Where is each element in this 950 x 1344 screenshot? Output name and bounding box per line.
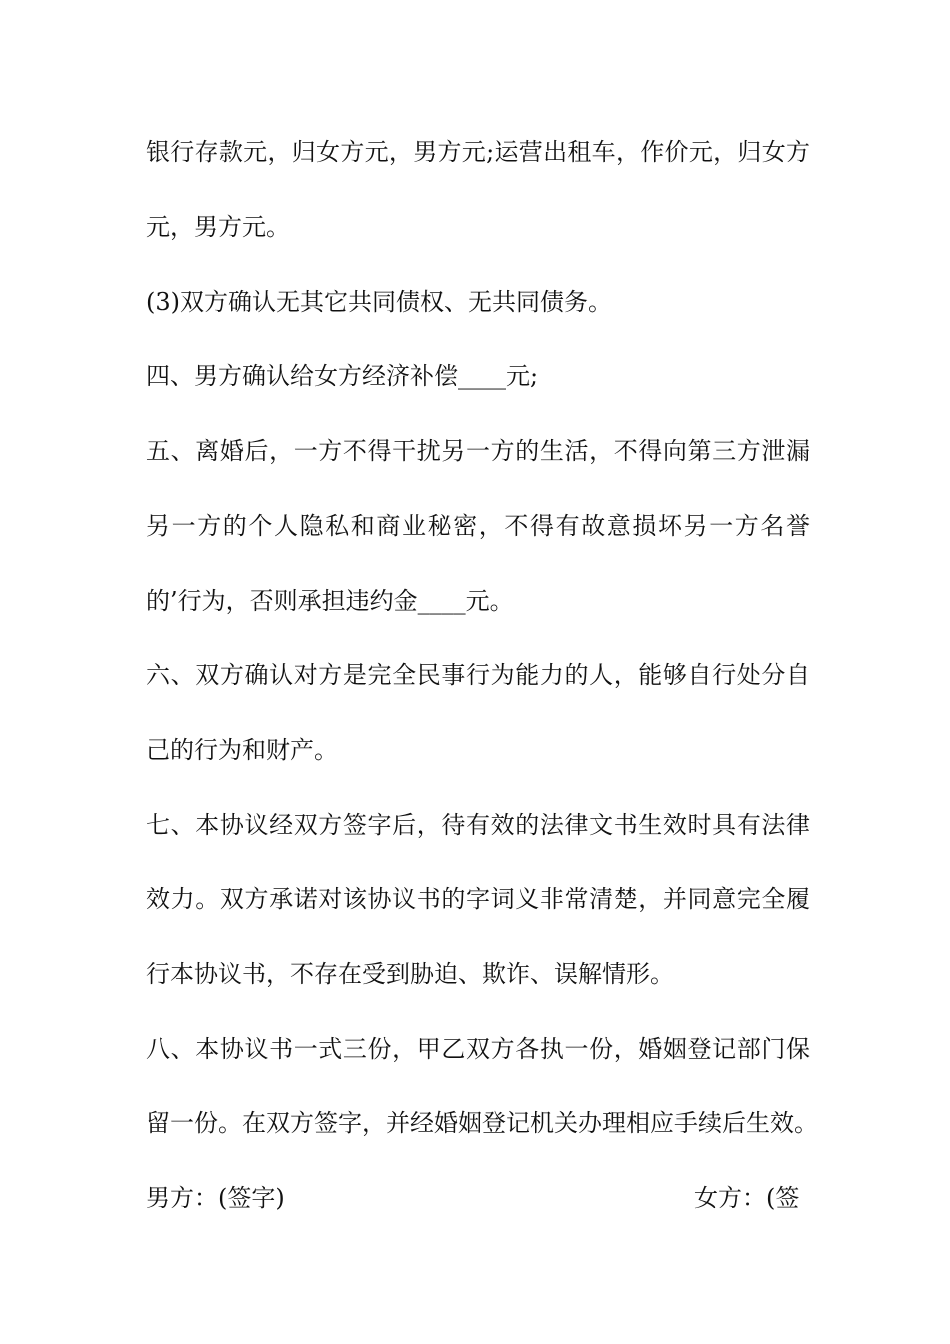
male-signature-label: 男方：(签字) bbox=[146, 1184, 285, 1212]
text-line-6: 另一方的个人隐私和商业秘密，不得有故意损坏另一方名誉 bbox=[146, 512, 810, 540]
text-line-1: 银行存款元，归女方元，男方元;运营出租车，作价元，归女方 bbox=[146, 138, 810, 166]
text-line-5: 五、离婚后，一方不得干扰另一方的生活，不得向第三方泄漏 bbox=[146, 437, 810, 465]
text-line-12: 行本协议书，不存在受到胁迫、欺诈、误解情形。 bbox=[146, 960, 674, 988]
text-line-2: 元，男方元。 bbox=[146, 213, 290, 241]
text-line-14: 留一份。在双方签字，并经婚姻登记机关办理相应手续后生效。 bbox=[146, 1109, 818, 1137]
text-line-11: 效力。双方承诺对该协议书的字词义非常清楚，并同意完全履 bbox=[146, 885, 810, 913]
text-line-10: 七、本协议经双方签字后，待有效的法律文书生效时具有法律 bbox=[146, 811, 810, 839]
text-line-9: 己的行为和财产。 bbox=[146, 736, 338, 764]
text-line-3: (3)双方确认无其它共同债权、无共同债务。 bbox=[146, 288, 612, 316]
text-line-13: 八、本协议书一式三份，甲乙双方各执一份，婚姻登记部门保 bbox=[146, 1035, 810, 1063]
text-line-7: 的’行为，否则承担违约金____元。 bbox=[146, 587, 514, 615]
female-signature-label: 女方：(签 bbox=[694, 1184, 800, 1212]
text-line-4: 四、男方确认给女方经济补偿____元; bbox=[146, 362, 539, 390]
text-line-8: 六、双方确认对方是完全民事行为能力的人，能够自行处分自 bbox=[146, 661, 810, 689]
